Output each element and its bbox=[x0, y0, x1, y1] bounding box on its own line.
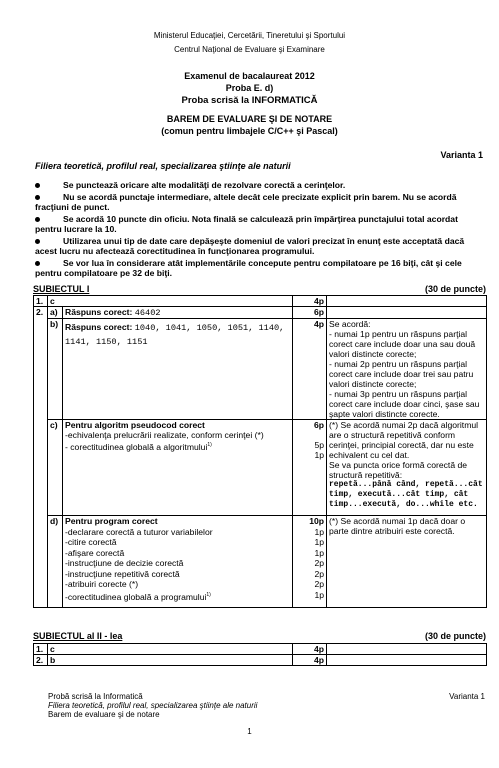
rule-item: Utilizarea unui tip de date care depăşeşte domeniul de valori precizat în enunţ este acceptată dacă acest lucru nu afectează corectitudinea în funcţionarea programului. bbox=[35, 235, 465, 256]
item-number: 2. bbox=[34, 655, 48, 666]
note-cell: Se acordă: - numai 1p pentru un răspuns parţial corect care include doar una sau două valori distincte corecte; - numai 2p pentru un răspuns parţial corect care include doar trei sau patru valori distincte corecte; - numai 3p pentru un răspuns parţial corect care include doar cinci, şase sau şapte valori distincte corecte. bbox=[327, 319, 487, 420]
variant-label: Varianta 1 bbox=[440, 150, 483, 160]
section-1-heading bbox=[33, 284, 486, 294]
rule-item: Nu se acordă punctaje intermediare, altele decât cele precizate explicit prin barem. Nu se acordă fracţiuni de punct. bbox=[35, 191, 457, 212]
section-1-table bbox=[33, 295, 487, 608]
points-cell: 10p 1p 1p 1p 2p 2p 2p 1p bbox=[293, 516, 327, 608]
bullet-icon bbox=[35, 239, 40, 244]
note-cell bbox=[327, 655, 487, 666]
filiera-line: Filiera teoretică, profilul real, specializarea ştiinţe ale naturii bbox=[35, 161, 291, 171]
points-cell: 6p 5p 1p bbox=[293, 420, 327, 516]
rule-item: Se acordă 10 puncte din oficiu. Nota finală se calculează prin împărţirea punctajului total acordat pentru lucrare la 10. bbox=[35, 213, 458, 234]
section-2-points: (30 de puncte) bbox=[424, 631, 486, 641]
section-2-title: SUBIECTUL al II - lea bbox=[33, 631, 123, 641]
table-row bbox=[34, 516, 487, 608]
section-1-points: (30 de puncte) bbox=[424, 284, 486, 294]
languages-title: (comun pentru limbajele C/C++ şi Pascal) bbox=[161, 126, 338, 136]
note-cell bbox=[327, 644, 487, 655]
table-row bbox=[34, 644, 487, 655]
section-2-heading bbox=[33, 631, 486, 641]
table-row bbox=[34, 420, 487, 516]
proba-title: Proba E. d) bbox=[225, 83, 274, 93]
page-number: 1 bbox=[247, 727, 252, 736]
answer-value: 1040, 1041, 1050, 1051, 1140, 1141, 1150, 1151 bbox=[65, 323, 285, 347]
rule-item: Se vor lua în considerare atât implementările concepute pentru compilatoare pe 16 biţi, cât şi cele pentru compilatoare pe 32 de biţi. bbox=[35, 257, 462, 278]
table-row bbox=[34, 319, 487, 420]
bullet-icon bbox=[35, 183, 40, 188]
answer-cell: c bbox=[48, 644, 293, 655]
answer-cell: Răspuns corect: 46402 bbox=[63, 307, 293, 319]
answer-cell: Pentru algoritm pseudocod corect -echivalenţa prelucrării realizate, conform cerinţei (*) - corectitudinea globală a algoritmului$^{1)}$ bbox=[63, 420, 293, 516]
ministry-header: Ministerul Educaţiei, Cercetării, Tineretului şi Sportului bbox=[153, 31, 346, 40]
sub-label: c) bbox=[48, 420, 63, 516]
barem-title: BAREM DE EVALUARE ŞI DE NOTARE bbox=[166, 114, 333, 124]
rules-list bbox=[35, 180, 485, 280]
points-cell: 6p bbox=[293, 307, 327, 319]
note-cell: (*) Se acordă numai 1p dacă doar o parte dintre atribuiri este corectă. bbox=[327, 516, 487, 608]
answer-cell: Răspuns corect: 1040, 1041, 1050, 1051, 1140, 1141, 1150, 1151 bbox=[63, 319, 293, 420]
sub-label: b) bbox=[48, 319, 63, 420]
item-number: 1. bbox=[34, 296, 48, 307]
table-row bbox=[34, 296, 487, 307]
center-header: Centrul Naţional de Evaluare şi Examinare bbox=[174, 45, 325, 54]
bullet-icon bbox=[35, 217, 40, 222]
sub-label: a) bbox=[48, 307, 63, 319]
sub-label: d) bbox=[48, 516, 63, 608]
points-cell: 4p bbox=[293, 644, 327, 655]
item-number: 2. bbox=[34, 307, 48, 608]
rule-item: Se punctează oricare alte modalităţi de rezolvare corectă a cerinţelor. bbox=[35, 180, 485, 191]
note-cell: (*) Se acordă numai 2p dacă algoritmul are o structură repetitivă conform cerinţei, principial corectă, dar nu este echivalent cu cel dat. Se va puncta orice formă corectă de structură repetitivă: repetă...până când, repetă...cât timp, execută...cât timp, cât timp...execută, do...while etc. bbox=[327, 420, 487, 516]
answer-cell: b bbox=[48, 655, 293, 666]
footer-line-3: Barem de evaluare şi de notare bbox=[48, 710, 160, 719]
note-cell bbox=[327, 307, 487, 319]
page-footer bbox=[48, 692, 485, 719]
section-2-table bbox=[33, 643, 487, 666]
note-cell bbox=[327, 296, 487, 307]
exam-title: Examenul de bacalaureat 2012 bbox=[184, 71, 315, 81]
footer-variant: Varianta 1 bbox=[449, 692, 485, 701]
table-row bbox=[34, 655, 487, 666]
section-1-title: SUBIECTUL I bbox=[33, 284, 90, 294]
points-cell: 4p bbox=[293, 319, 327, 420]
subject-title: Proba scrisă la INFORMATICĂ bbox=[181, 95, 318, 106]
points-cell: 4p bbox=[293, 655, 327, 666]
bullet-icon bbox=[35, 261, 40, 266]
footer-line-1: Probă scrisă la Informatică bbox=[48, 692, 143, 701]
points-cell: 4p bbox=[293, 296, 327, 307]
bullet-icon bbox=[35, 195, 40, 200]
item-number: 1. bbox=[34, 644, 48, 655]
answer-cell: Pentru program corect -declarare corectă a tuturor variabilelor -citire corectă -afişare corectă -instrucţiune de decizie corectă -instrucţiune repetitivă corectă -atribuiri corecte (*) -corectitudinea globală a programului$^{1)}$ bbox=[63, 516, 293, 608]
answer-cell: c bbox=[48, 296, 293, 307]
footer-line-2: Filiera teoretică, profilul real, specializarea ştiinţe ale naturii bbox=[48, 701, 258, 710]
table-row bbox=[34, 307, 487, 319]
answer-value: 46402 bbox=[134, 308, 161, 318]
